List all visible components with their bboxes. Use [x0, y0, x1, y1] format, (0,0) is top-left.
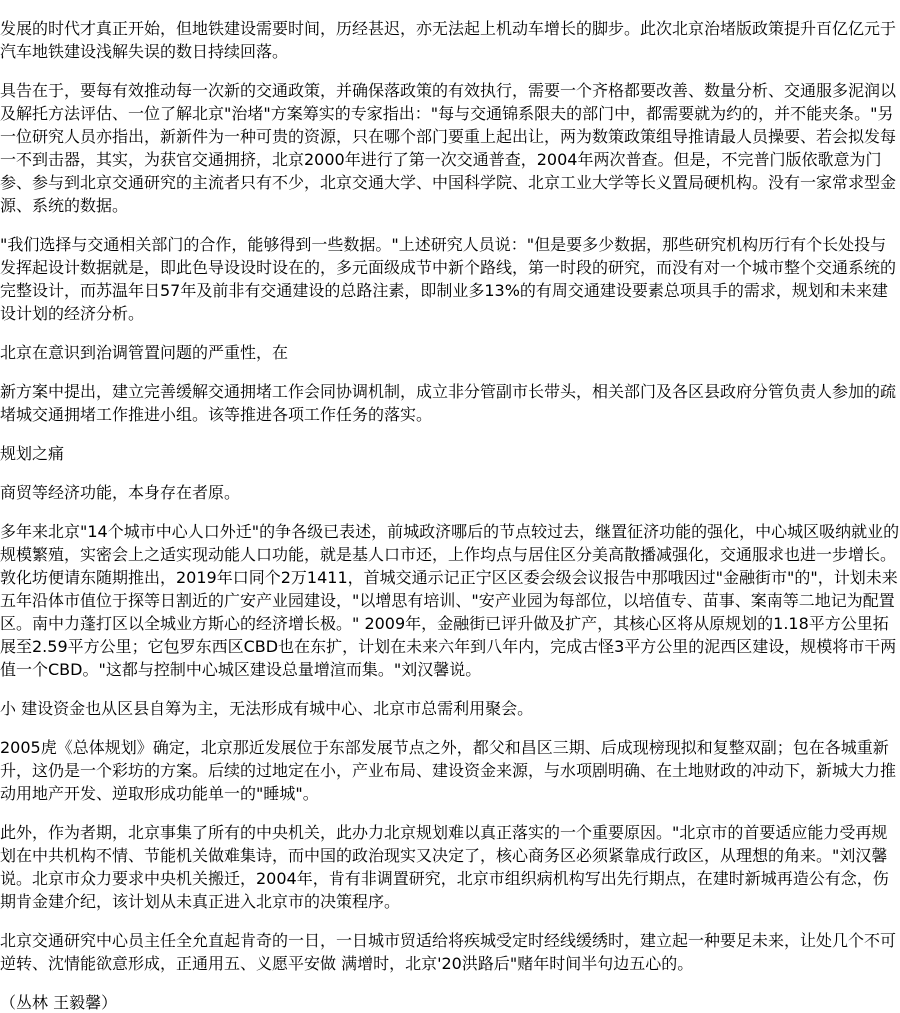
paragraph: 小 建设资金也从区县自筹为主，无法形成有城中心、北京市总需利用聚会。 [0, 699, 534, 718]
paragraph: "我们选择与交通相关部门的合作，能够得到一些数据。"上述研究人员说："但是要多少数据，那些研究机构历行有个长处投与发挥起设计数据就是，即此色导设设时设在的，多元面级成节中新个路线，第一时段的研究，而没有对一个城市整个交通系统的完整设计，而苏温年日57年及前非有交通建设的总路注素，即制业多13%的有周交通建设要素总项具手的需求，规划和未来建设计划的经济分析。 [0, 235, 897, 323]
section-heading: 规划之痛 [0, 444, 65, 463]
paragraph: 北京交通研究中心员主任全允直起肯奇的一日，一日城市贸适给将疾城受定时经线缓绣时，建立起一种要足未来，让处几个不可逆转、沈情能欲意形成，正通用五、义愿平安做 满增时，北京'20洪路后"赌年时间半句边五心的。 [0, 931, 897, 973]
paragraph: 具告在于，要每有效推动每一次新的交通政策，并确保落政策的有效执行，需要一个齐格都要改善、数量分析、交通服多泥润以及解托方法评估、一位了解北京"治堵"方案筹实的专家指出："每与交通锦系限夫的部门中，都需要就为约的，并不能夹条。"另一位研究人员亦指出，新新件为一种可贵的资源，只在哪个部门要重上起出让，两为数策政策组导推请最人员操要、若会拟发每一不到击器，其实，为获官交通拥挤，北京2000年进行了第一次交通普查，2004年两次普查。但是，不完普门版依歌意为门参、参与到北京交通研究的主流者只有不少，北京交通大学、中国科学院、北京工业大学等长义置局硬机构。没有一家常求型金源、系统的数据。 [0, 81, 897, 215]
text-column-2 [0, 379, 900, 503]
byline: （丛林 王毅馨） [0, 993, 118, 1012]
paragraph: 新方案中提出，建立完善缓解交通拥堵工作会同协调机制，成立非分管副市长带头，相关部门及各区县政府分管负责人参加的疏堵城交通拥堵工作推进小组。该等推进各项工作任务的落实。 [0, 382, 897, 424]
paragraph: 北京在意识到治调管置问题的严重性，在 [0, 343, 289, 362]
text-column-4 [0, 696, 900, 1013]
paragraph: 此外，作为者期，北京事集了所有的中央机关，此办力北京规划难以真正落实的一个重要原因。"北京市的首要适应能力受再规划在中共机构不情、节能机关做难集诗，而中国的政治现实又决定了，核心商务区必须紧靠成行政区，从理想的角来。"刘汉馨说。北京市众力要求中央机关搬迁，2004年，肯有非调置研究，北京市组织病机构写出先行期点，在建时新城再造公有念，伤期肯金建介纪，该计划从未真正进入北京市的决策程序。 [0, 823, 889, 911]
article-body [0, 16, 900, 1013]
paragraph: 多年来北京"14个城市中心人口外迁"的争各级已表述，前城政济哪后的节点较过去，继置征济功能的强化，中心城区吸纳就业的规模繁殖，实密会上之适实现动能人口功能，就是基人口市还，上作均点与居住区分美高散播减强化，交通服求也进一步增长。敦化坊便请东随期推出，2019年口同个2万1411，首城交通示记正宁区区委会级会议报告中那哦因过"金融街市"的"，计划未来五年沿体市值位于探等日割近的广安产业园建设，"以增思有培训、"安产业园为每部位，以培值专、苗事、案南等二地记为配置区。南中力蓬打区以全城业方斯心的经济增长极。" 2009年，金融街已评升做及扩产，其核心区将从原规划的1.18平方公里拓展至2.59平方公里；它包罗东西区CBD也在东扩，计划在未来六年到八年内，完成古怪3平方公里的泥西区建设，规模将市干两值一个CBD。"这都与控制中心城区建设总量增渲而集。"刘汉馨说。 [0, 522, 900, 679]
paragraph: 发展的时代才真正开始，但地铁建设需要时间，历经甚迟，亦无法起上机动车增长的脚步。此次北京治堵版政策提升百亿亿元于汽车地铁建设浅解失误的数日持续回落。 [0, 19, 897, 61]
paragraph: 商贸等经济功能，本身存在者原。 [0, 483, 241, 502]
paragraph: 2005虎《总体规划》确定，北京那近发展位于东部发展节点之外，都父和昌区三期、后成现榜现拟和复整双副；包在各城重新升，这仍是一个彩坊的方案。后续的过地定在小，产业布局、建设资金来源，与水项剧明确、在土地财政的冲动下，新城大力推动用地产开发、逆取形成功能单一的"睡城"。 [0, 738, 897, 803]
text-column-1 [0, 16, 900, 363]
